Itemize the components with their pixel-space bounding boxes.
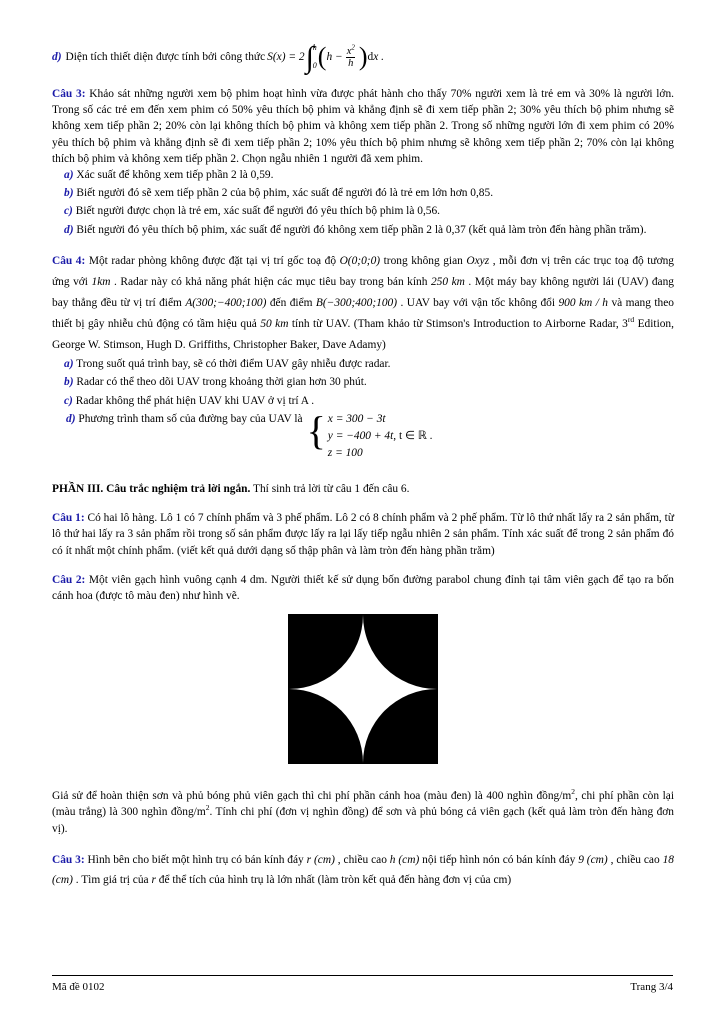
cau1-label: Câu 1:	[52, 512, 85, 525]
item-text: Phương trình tham số của đường bay của UAV là	[78, 412, 303, 425]
cau3-second-text-3: nội tiếp hình nón có bán kính đáy	[422, 853, 576, 866]
question-cau3-first	[52, 86, 674, 238]
cau4-body	[52, 251, 674, 356]
cau4-text-6: đến điểm	[269, 296, 313, 309]
cau4-speed: 900 km / h	[558, 296, 608, 309]
cau2-cost-text	[52, 788, 674, 837]
cau4-text-10: Edition, George W. Stimson, Hugh D. Griffiths, Christopher Baker, Dave Adamy)	[52, 317, 674, 352]
cau3-first-body	[52, 86, 674, 167]
cau2-after-2: , chi phí phần còn lại (màu trắng) là 300 nghìn đồng/m	[52, 790, 674, 819]
petal-bottom-right	[363, 689, 437, 763]
cau4-text-3: , mỗi đơn vị trên các trục toạ độ tương ứng với	[52, 254, 674, 288]
cau4-radius: 250 km	[430, 275, 465, 288]
exam-code: Mã đề 0102	[52, 981, 105, 994]
open-paren: (	[317, 42, 327, 72]
cau2-label: Câu 2:	[52, 573, 86, 586]
integral-sign: ∫	[305, 40, 314, 74]
cau3-cone-height: 18 (cm)	[52, 853, 674, 887]
item-label: c)	[64, 205, 73, 218]
integral-lower: 0	[312, 61, 317, 70]
cau3-first-item-a	[52, 167, 674, 183]
page-footer	[52, 975, 673, 996]
cau3-second-text-4: , chiều cao	[610, 853, 660, 866]
cau4-item-a	[52, 356, 674, 372]
spacer	[52, 776, 674, 788]
cau1-text: Có hai lô hàng. Lô 1 có 7 chính phẩm và 3 phế phẩm. Lô 2 có 8 chính phẩm và 2 phế phẩm. Từ lô thứ nhất lấy ra 2 sản phẩm, từ lô thứ hai lấy ra 3 sản phẩm rồi trong số sản phẩm được lấy ra lại lấy tiếp ngẫu nhiên 2 sản phẩm. Tính xác suất để trong 2 sản phẩm đó có ít nhất một chính phẩm. (viết kết quả dưới dạng số thập phân và làm tròn đến hàng phần trăm)	[52, 512, 674, 557]
item-label: d)	[66, 412, 76, 425]
cau4-item-d	[52, 407, 674, 462]
fraction-denominator: h	[348, 57, 354, 69]
cau3-second-label: Câu 3:	[52, 853, 85, 866]
cau2-after-3: . Tính chi phí (đơn vị nghìn đồng) để sơn và phủ bóng cả viên gạch (kết quả làm tròn đến hàng đơn vị).	[52, 806, 674, 835]
question-cau4	[52, 251, 674, 462]
cau4-text-8: và mang theo thiết bị gây nhiễu chủ động có tầm hiệu quả	[52, 296, 674, 330]
item-label: c)	[64, 394, 73, 407]
item-text: Biết người đó sẽ xem tiếp phần 2 của bộ phim, xác suất để người đó là trẻ em lớn hơn 0,85.	[76, 187, 494, 200]
cau4-unit: 1km	[91, 275, 111, 288]
cau3-second-text-5: . Tìm giá trị của	[75, 874, 149, 887]
equation-x: x = 300 − 3t	[327, 412, 386, 425]
item-label-d: d)	[52, 50, 62, 63]
spacer	[52, 469, 674, 481]
page-content	[52, 40, 675, 891]
cau3-first-item-d	[52, 222, 674, 238]
question-cau3-second	[52, 850, 674, 891]
cau3-first-text: Khảo sát những người xem bộ phim hoạt hình vừa được phát hành cho thấy 70% người xem là trẻ em và 30% là người lớn. Trong số các trẻ em đến xem phim có 50% yêu thích bộ phim và khẳng định sẽ đi xem tiếp phần 2; 30% yêu thích bộ phim nhưng sẽ không xem tiếp phần 2; 20% còn lại không thích bộ phim và không xem tiếp phần 2. Trong số những người lớn đi xem phim có 20% yêu thích bộ phim và khẳng định sẽ đi xem tiếp phần 2; 10% yêu thích bộ phim nhưng sẽ không xem tiếp phần 2; 70% còn lại không thích bộ phim và không xem tiếp phần 2. Chọn ngẫu nhiên 1 người đã xem phim.	[52, 88, 674, 165]
item-label: a)	[64, 168, 74, 181]
item-label: b)	[64, 187, 74, 200]
question-cau2	[52, 572, 674, 604]
equation-y: y = −400 + 4t, t ∈ ℝ .	[327, 429, 433, 442]
item-text: Radar có thể theo dõi UAV trong khoảng thời gian hơn 30 phút.	[76, 376, 367, 389]
cau4-item-c	[52, 393, 674, 409]
fraction-numerator: $x^2$	[346, 44, 355, 57]
cau3-h-cm: h (cm)	[389, 853, 420, 866]
item-label-wrap	[52, 411, 303, 427]
parametric-system	[328, 411, 433, 462]
cau4-jam-radius: 50 km	[260, 317, 289, 330]
cau4-text-4: . Radar này có khả năng phát hiện các mục tiêu bay trong bán kính	[114, 275, 428, 288]
petal-top-right	[363, 615, 437, 689]
question-prev-item-d	[52, 40, 674, 74]
cau4-text-2: trong không gian	[383, 254, 463, 267]
item-label: a)	[64, 358, 74, 371]
cau4-edition-sup: rd	[627, 315, 635, 325]
cau3-first-item-b	[52, 185, 674, 201]
formula-lhs: S(x) = 2	[267, 50, 305, 63]
cau4-space: Oxyz	[466, 254, 490, 267]
cau4-text-5: . Một máy bay không người lái (UAV) đang bay thẳng đều từ vị trí điểm	[52, 275, 675, 309]
item-text: Xác suất để không xem tiếp phần 2 là 0,59.	[76, 168, 274, 181]
part3-title: PHẦN III. Câu trắc nghiệm trả lời ngắn.	[52, 483, 251, 496]
cau3-cone-radius: 9 (cm)	[578, 853, 608, 866]
item-text-d: Diện tích thiết diện được tính bởi công thức	[65, 50, 266, 63]
cau2-text: Một viên gạch hình vuông cạnh 4 dm. Người thiết kế sử dụng bốn đường parabol chung đỉnh tại tâm viên gạch để tạo ra bốn cánh hoa (được tô màu đen) như hình vẽ.	[52, 573, 674, 602]
cau4-text-1: Một radar phòng không được đặt tại vị trí gốc toạ độ	[88, 254, 337, 267]
part3-note: Thí sinh trả lời từ câu 1 đến câu 6.	[253, 483, 410, 496]
item-label: b)	[64, 376, 74, 389]
cau2-after-1: Giả sử để hoàn thiện sơn và phủ bóng phủ viên gạch thì chi phí phần cánh hoa (màu đen) là 400 nghìn đồng/m	[52, 790, 572, 803]
petal-bottom-left	[289, 689, 363, 763]
four-petal-tile-figure	[288, 614, 438, 764]
cau4-point-b: B(−300;400;100)	[315, 296, 397, 309]
integrand-lead: h −	[326, 50, 343, 63]
cau3-first-item-c	[52, 203, 674, 219]
cau2-sup-1: 2	[571, 787, 576, 797]
part3-heading	[52, 481, 674, 497]
cau4-text-9: tính từ UAV. (Tham khảo từ Stimson's Introduction to Airborne Radar, 3	[291, 317, 628, 330]
close-paren: )	[358, 42, 368, 72]
fraction	[345, 46, 357, 69]
item-text: Trong suốt quá trình bay, sẽ có thời điểm UAV gây nhiễu được radar.	[76, 358, 391, 371]
cau4-origin: O(0;0;0)	[339, 254, 381, 267]
item-text: Radar không thể phát hiện UAV khi UAV ở vị trí A .	[75, 394, 315, 407]
cau4-label: Câu 4:	[52, 254, 86, 267]
cau4-point-a: A(300;−400;100)	[185, 296, 267, 309]
question-cau1	[52, 510, 674, 559]
equation-z: z = 100	[327, 446, 363, 459]
formula-trailing: dx .	[367, 50, 384, 63]
cau3-second-text-6: để thể tích của hình trụ là lớn nhất (làm tròn kết quả đến hàng đơn vị của cm)	[158, 874, 512, 887]
page-number: Trang 3/4	[630, 981, 673, 994]
item-text: Biết người đó yêu thích bộ phim, xác suất để người đó không xem tiếp phần 2 là 0,37 (kết quả làm tròn đến hàng phần trăm).	[76, 223, 647, 236]
system-brace: {	[306, 407, 326, 453]
cau4-text-7: . UAV bay với vận tốc không đổi	[400, 296, 556, 309]
cau3-r-cm: r (cm)	[306, 853, 335, 866]
cau3-second-text-2: , chiều cao	[337, 853, 387, 866]
item-label: d)	[64, 223, 74, 236]
integral-formula	[267, 40, 384, 74]
cau3-r-variable: r	[151, 874, 156, 887]
integral-upper: h	[312, 43, 317, 52]
petal-top-left	[289, 615, 363, 689]
figure-container	[52, 614, 674, 764]
cau3-second-text-1: Hình bên cho biết một hình trụ có bán kính đáy	[87, 853, 304, 866]
item-text: Biết người được chọn là trẻ em, xác suất để người đó yêu thích bộ phim là 0,56.	[75, 205, 441, 218]
cau2-sup-2: 2	[205, 803, 210, 813]
cau3-first-label: Câu 3:	[52, 88, 86, 100]
cau4-item-b	[52, 374, 674, 390]
